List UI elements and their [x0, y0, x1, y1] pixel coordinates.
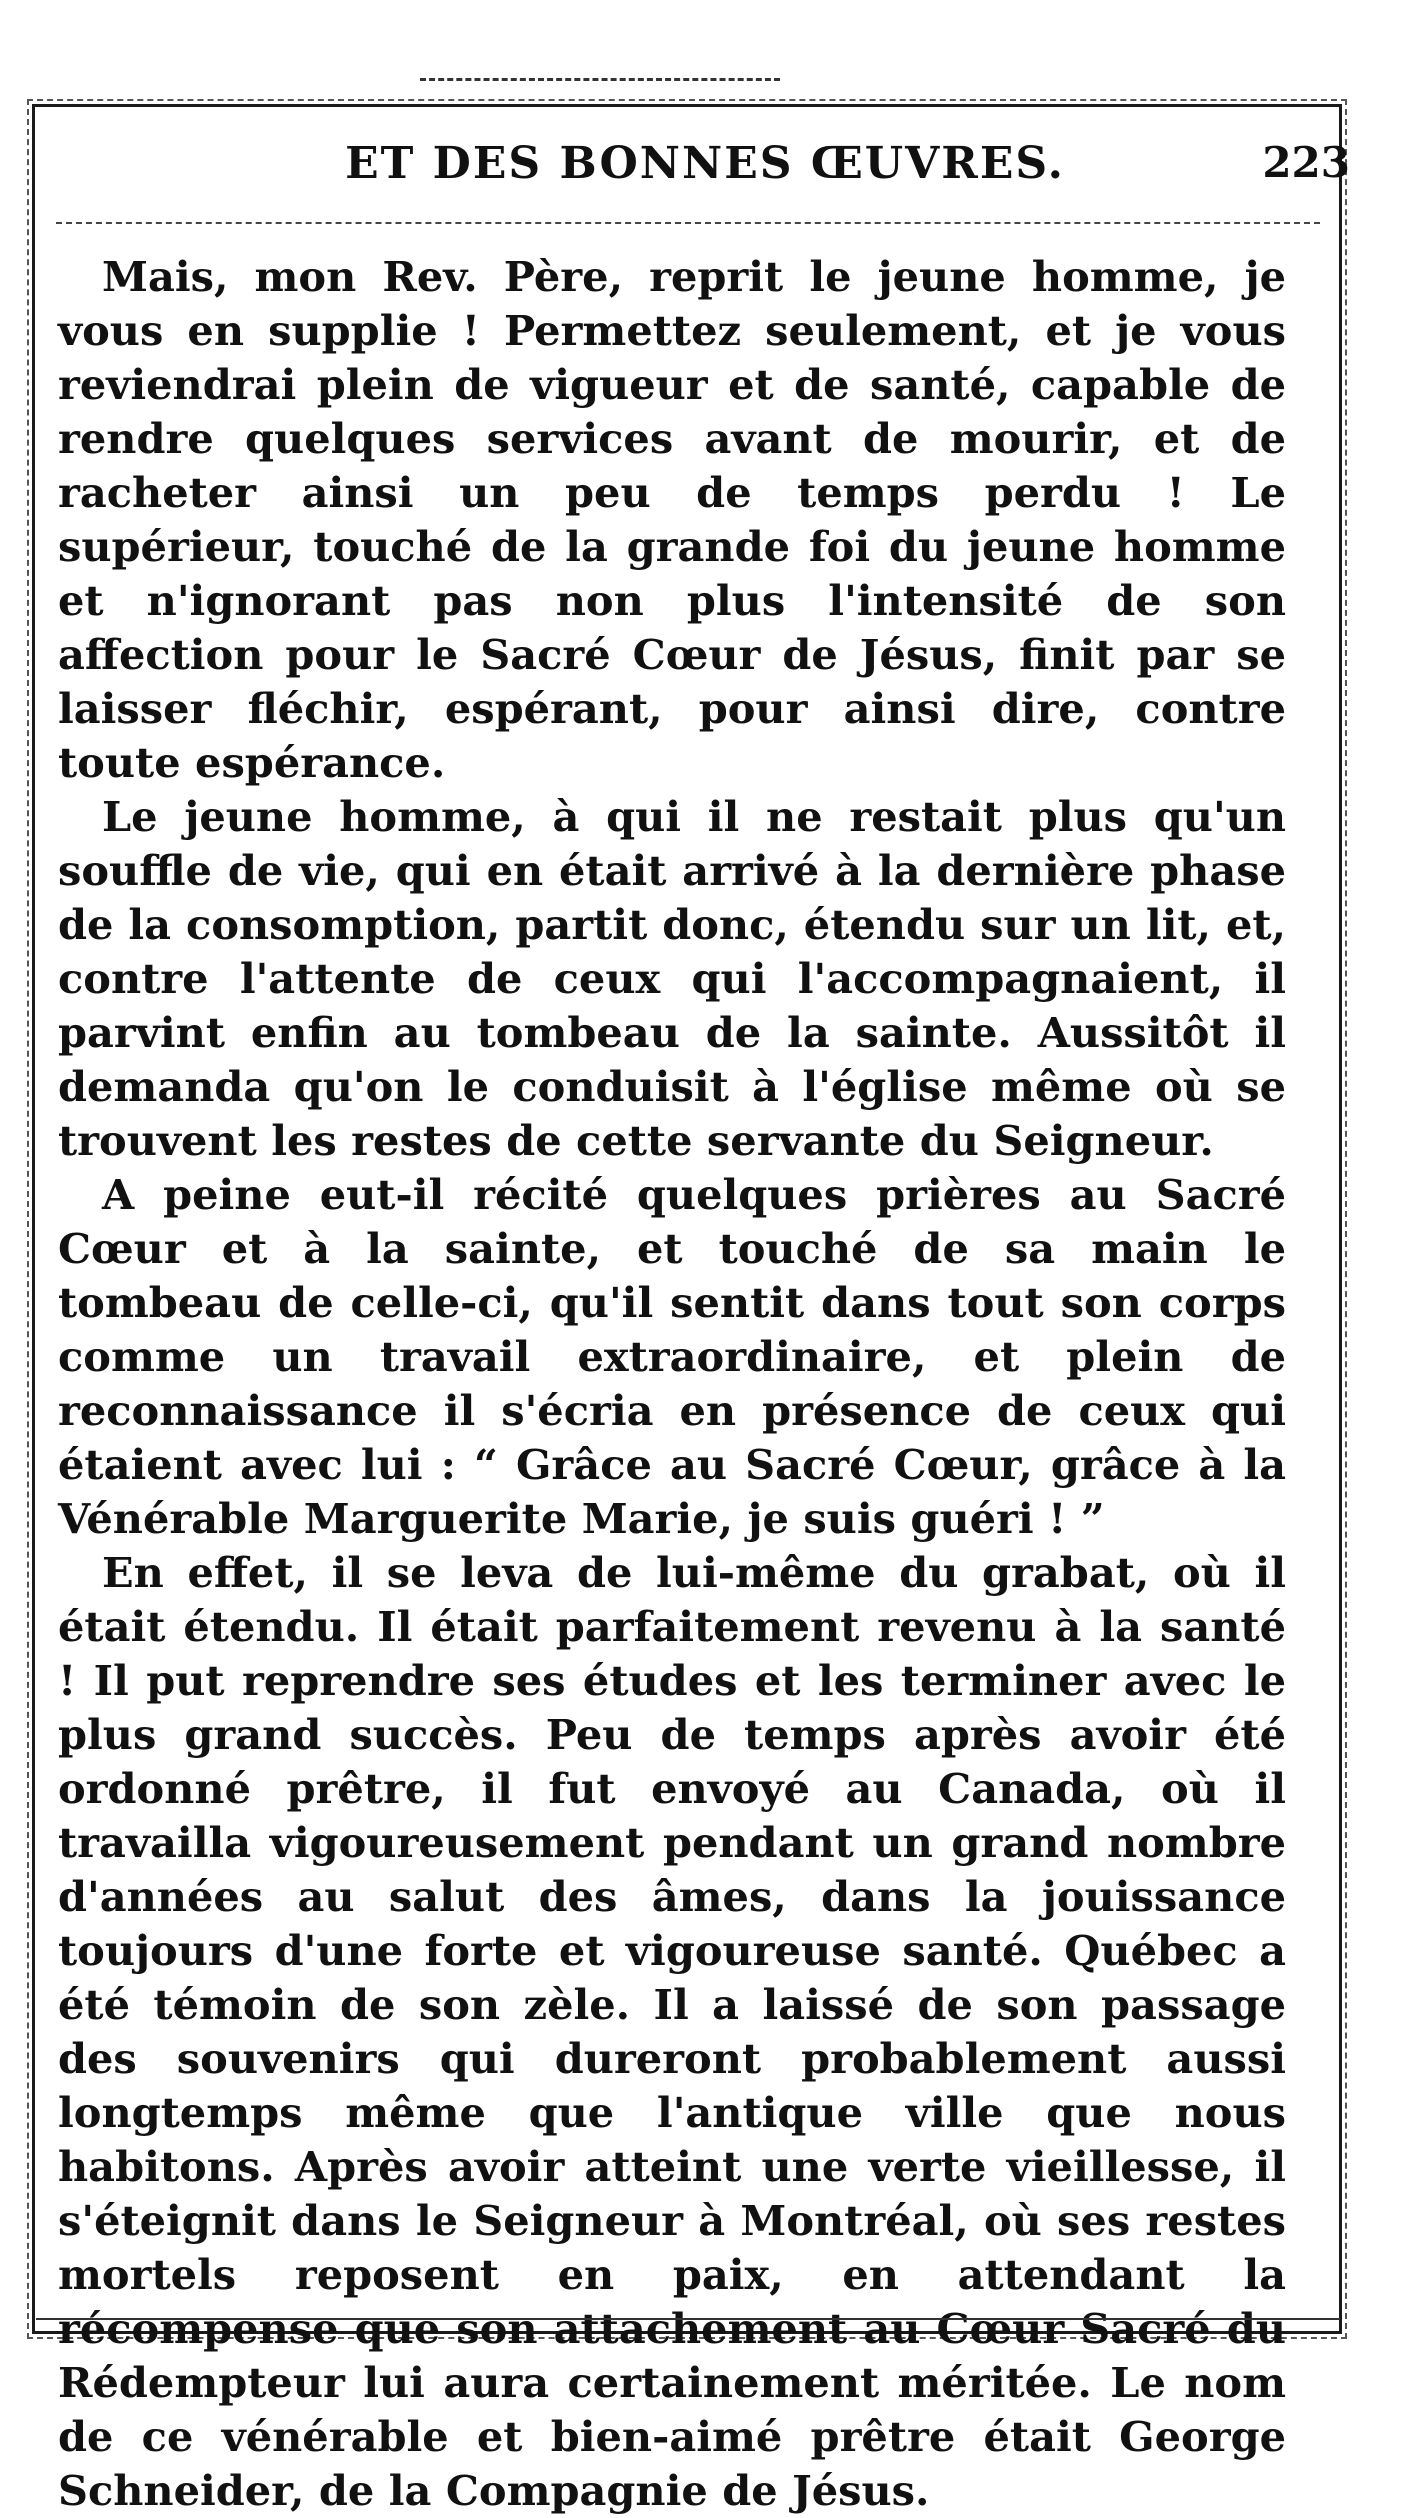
paragraph: Mais, mon Rev. Père, reprit le jeune homme, je vous en supplie ! Permettez seulement, et je vous reviendrai plein de vigueur et de santé, capable de rendre quelques services avant de mourir, et de racheter ainsi un peu de temps perdu ! Le supérieur, touché de la grande foi du jeune homme et n'ignorant pas non plus l'intensité de son affection pour le Sacré Cœur de Jésus, finit par se laisser fléchir, espérant, pour ainsi dire, contre toute espérance. — [58, 252, 1286, 787]
running-head — [60, 138, 1350, 198]
body-text — [58, 250, 1286, 2518]
top-ornament-rule — [420, 78, 780, 81]
page-number: 223 — [1262, 138, 1350, 187]
header-rule — [56, 222, 1320, 224]
running-title: ET DES BONNES ŒUVRES. — [345, 138, 1065, 189]
paragraph: A peine eut-il récité quelques prières au Sacré Cœur et à la sainte, et touché de sa main le tombeau de celle-ci, qu'il sentit dans tout son corps comme un travail extraordinaire, et plein de reconnaissance il s'écria en présence de ceux qui étaient avec lui : “ Grâce au Sacré Cœur, grâce à la Vénérable Marguerite Marie, je suis guéri ! ” — [58, 1170, 1286, 1543]
paragraph: En effet, il se leva de lui-même du grabat, où il était étendu. Il était parfaitement revenu à la santé ! Il put reprendre ses études et les terminer avec le plus grand succès. Peu de temps après avoir été ordonné prêtre, il fut envoyé au Canada, où il travailla vigoureusement pendant un grand nombre d'années au salut des âmes, dans la jouissance toujours d'une forte et vigoureuse santé. Québec a été témoin de son zèle. Il a laissé de son passage des souvenirs qui dureront probablement aussi longtemps même que l'antique ville que nous habitons. Après avoir atteint une verte vieillesse, il s'éteignit dans le Seigneur à Montréal, où ses restes mortels reposent en paix, en attendant la récompense que son attachement au Cœur Sacré du Rédempteur lui aura certainement méritée. Le nom de ce vénérable et bien-aimé prêtre était George Schneider, de la Compagnie de Jésus. — [58, 1548, 1286, 2515]
paragraph: Le jeune homme, à qui il ne restait plus qu'un souffle de vie, qui en était arrivé à la dernière phase de la consomption, partit donc, étendu sur un lit, et, contre l'attente de ceux qui l'accompagnaient, il parvint enfin au tombeau de la sainte. Aussitôt il demanda qu'on le conduisit à l'église même où se trouvent les restes de cette servante du Seigneur. — [58, 792, 1286, 1165]
footer-rule — [36, 2318, 1340, 2320]
